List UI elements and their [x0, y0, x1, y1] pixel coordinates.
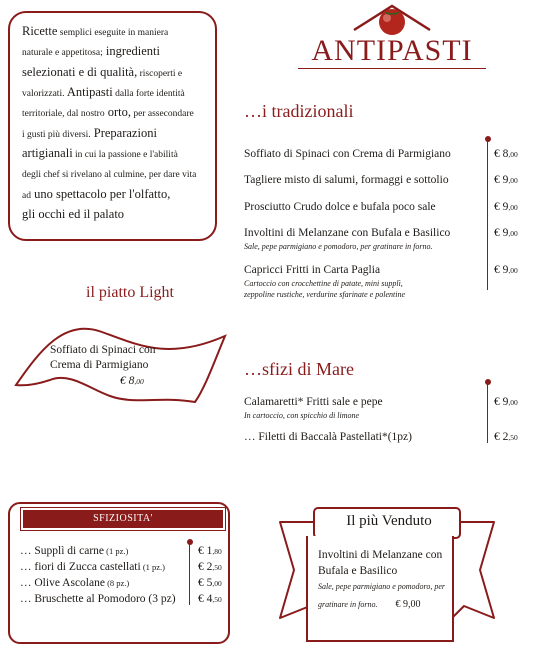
menu-item-description: In cartoccio, con spicchio di limone — [244, 411, 360, 420]
page-title: ANTIPASTI — [311, 34, 473, 67]
intro-box — [8, 11, 217, 241]
menu-item-name: Prosciutto Crudo dolce e bufala poco sale — [244, 201, 436, 213]
section-title-venduto: Il più Venduto — [346, 513, 432, 529]
menu-item-name: Soffiato di Spinaci con Crema di Parmigiano — [244, 148, 451, 160]
menu-item-name: … Filetti di Baccalà Pastellati*(1pz) — [244, 431, 412, 443]
menu-item-price: € 5,00 — [198, 577, 222, 589]
light-item-line: Crema di Parmigiano — [50, 359, 149, 371]
light-item-line: Soffiato di Spinaci con — [50, 344, 156, 356]
menu-item-price: € 9,00 — [494, 174, 518, 186]
menu-item-price: € 1,80 — [198, 545, 222, 557]
intro-line: selezionati e di qualità, riscoperti e — [22, 64, 183, 79]
menu-item-price: € 9,00 — [494, 227, 518, 239]
menu-item-name: … Supplì di carne (1 pz.) — [20, 545, 129, 557]
intro-line: territoriale, dal nostro orto, per assecondare — [22, 105, 194, 120]
intro-line: gli occhi ed il palato — [22, 206, 125, 221]
section-title-light: il piatto Light — [86, 284, 174, 301]
price-divider — [189, 543, 190, 605]
menu-item-price: € 9,00 — [494, 264, 518, 276]
menu-item-description: Cartoccio con crocchettine di patate, mini supplì, — [244, 279, 403, 288]
price-divider — [487, 140, 488, 290]
venduto-item-description: gratinare in forno. — [318, 600, 378, 609]
menu-item-price: € 4,50 — [198, 593, 222, 605]
menu-item-name: Tagliere misto di salumi, formaggi e sottolio — [244, 174, 449, 186]
menu-item-name: Capricci Fritti in Carta Paglia — [244, 264, 381, 276]
venduto-item-description: Sale, pepe parmigiano e pomodoro, per — [318, 582, 446, 591]
venduto-item-price: € 9,00 — [395, 599, 421, 610]
divider-dot — [485, 136, 491, 142]
intro-line: ad uno spettacolo per l'olfatto, — [22, 186, 171, 201]
menu-item-price: € 9,00 — [494, 396, 518, 408]
menu-item-description: Sale, pepe parmigiano e pomodoro, per gratinare in forno. — [244, 242, 433, 251]
menu-item-price: € 9,00 — [494, 201, 518, 213]
menu-item-price: € 2,50 — [198, 561, 222, 573]
menu-item-name: … Bruschette al Pomodoro (3 pz) — [20, 593, 176, 605]
divider-dot — [485, 379, 491, 385]
intro-line: artigianali in cui la passione e l'abilità — [22, 145, 178, 160]
intro-line: valorizzati. Antipasti dalla forte identità — [22, 84, 185, 99]
menu-item-price: € 2,50 — [494, 431, 518, 443]
menu-item-name: Calamaretti* Fritti sale e pepe — [244, 396, 383, 408]
intro-line: Ricette semplici eseguite in maniera — [22, 24, 169, 38]
intro-line: degli chef si rivelano al culmine, per dare vita — [22, 170, 197, 181]
menu-item-name: … fiori di Zucca castellati (1 pz.) — [20, 561, 166, 573]
menu-item-name: … Olive Ascolane (8 pz.) — [20, 577, 130, 589]
menu-item-description: zeppoline rustiche, verdurine sfarinate e polentine — [244, 290, 406, 299]
venduto-item-line: Bufala e Basilico — [318, 565, 398, 577]
divider-dot — [187, 539, 193, 545]
intro-line: i gusti più diversi. Preparazioni — [22, 125, 157, 140]
intro-line: naturale e appetitosa; ingredienti — [22, 44, 160, 59]
menu-item-price: € 8,00 — [494, 148, 518, 160]
venduto-item-line: Involtini di Melanzane con — [318, 549, 443, 561]
logo-underline — [298, 68, 486, 69]
price-divider — [487, 383, 488, 443]
section-title-mare: …sfizi di Mare — [244, 359, 354, 379]
light-item-price: € 8,00 — [120, 375, 144, 387]
venduto-item-desc-row — [318, 594, 420, 612]
section-title-tradizionali: …i tradizionali — [244, 101, 354, 121]
menu-item-name: Involtini di Melanzane con Bufala e Basilico — [244, 227, 451, 239]
logo — [292, 0, 492, 75]
sfiziosita-header: SFIZIOSITA' — [21, 508, 225, 530]
